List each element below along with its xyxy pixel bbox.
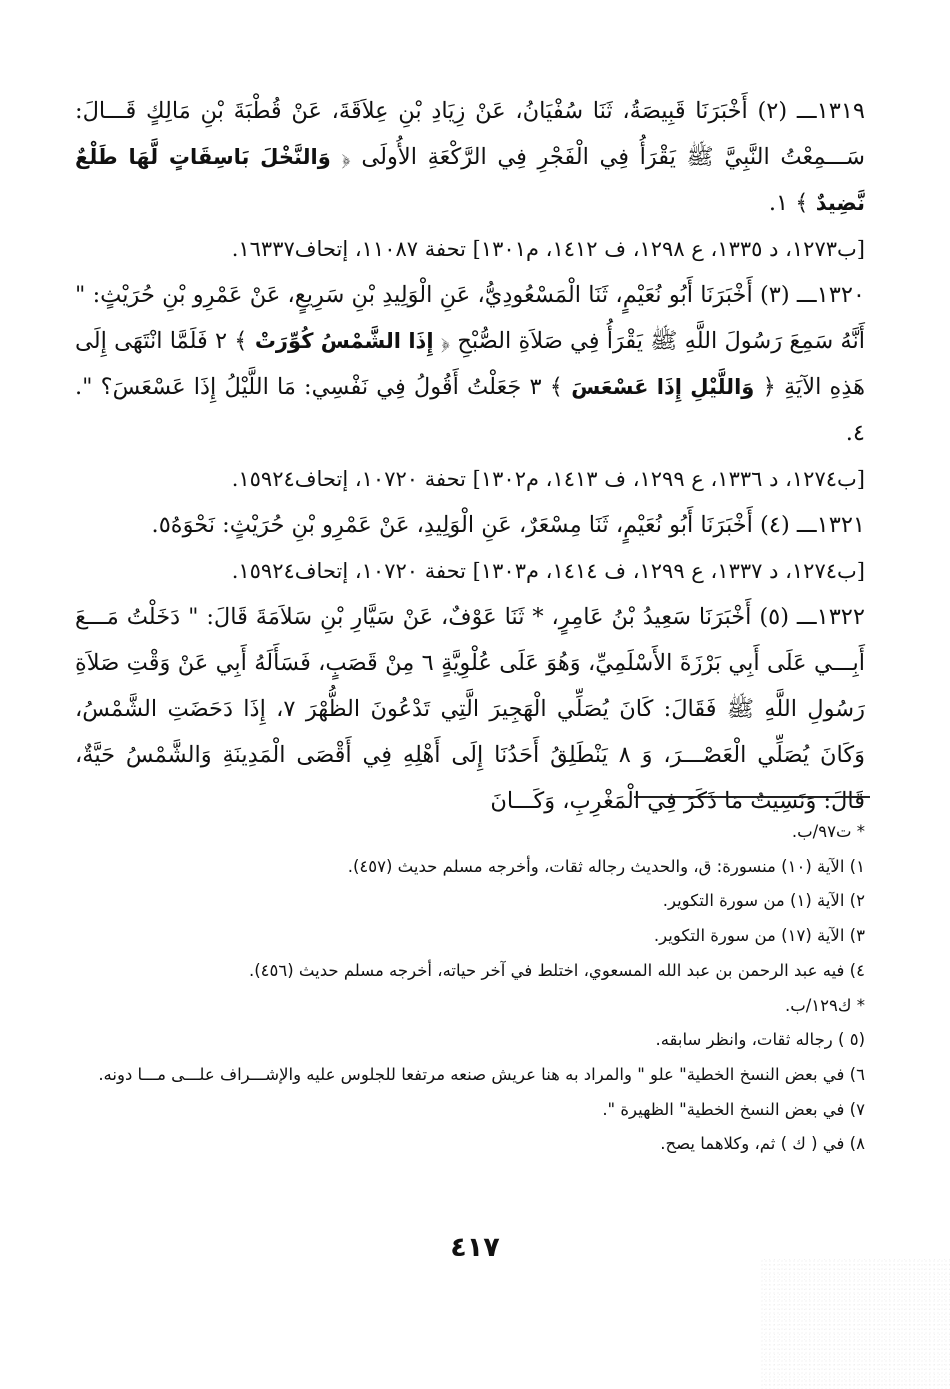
hadith-1320-refs: [ب١٢٧٤، د ١٣٣٦، ع ١٢٩٩، ف ١٤١٣، م١٣٠٢] تحفة ١٠٧٢٠، إتحاف١٥٩٢٤. bbox=[231, 467, 865, 491]
hadith-body bbox=[75, 88, 865, 824]
footnote: ١) الآية (١٠) منسورة: ق، والحديث رجاله ثقات، وأخرجه مسلم حديث (٤٥٧). bbox=[347, 856, 865, 876]
hadith-1319-refs: [ب١٢٧٣، د ١٣٣٥، ع ١٢٩٨، ف ١٤١٢، م١٣٠١] تحفة ١١٠٨٧، إتحاف١٦٣٣٧. bbox=[231, 237, 865, 261]
footnote-divider bbox=[634, 796, 870, 798]
quran-verse: إِذَا الشَّمْسُ كُوِّرَتْ bbox=[247, 329, 441, 353]
footnote: ٨) في ( ك ) ثم، وكلاهما يصح. bbox=[660, 1134, 865, 1154]
hadith-1321: ١٣٢١ـــ (٤) أَخْبَرَنَا أَبُو نُعَيْمٍ، ثَنَا مِسْعَرٌ، عَنِ الْوَلِيدِ، عَنْ عَمْرِو بْنِ حُرَيْثٍ: نَحْوَهُ٥. bbox=[151, 512, 865, 538]
footnote: ٧) في بعض النسخ الخطية" الظهيرة ". bbox=[602, 1099, 865, 1119]
hadith-1322: ١٣٢٢ـــ (٥) أَخْبَرَنَا سَعِيدُ بْنُ عَامِرٍ، * ثَنَا عَوْفٌ، عَنْ سَيَّارِ بْنِ سَلاَمَةَ قَالَ: " دَخَلْتُ مَـــعَ أَبِـــي عَلَى أَبِي بَرْزَةَ الأَسْلَمِيِّ، وَهُوَ عَلَى عُلْوِيَّةٍ ٦ مِنْ قَصَبٍ، فَسَأَلَهُ أَبِي عَنْ وَقْتِ صَلاَةِ رَسُولِ اللَّهِ ﷺ فَقَالَ: كَانَ يُصَلِّي الْهَجِيرَ الَّتِي تَدْعُونَ الظُّهْرَ ٧، إِذَا دَحَضَتِ الشَّمْسُ، وَكَانَ يُصَلِّي الْعَصْـــرَ، وَ ٨ يَنْطَلِقُ أَحَدُنَا إِلَى أَهْلِهِ فِي أَقْصَى الْمَدِينَةِ وَالشَّمْسُ حَيَّةٌ، قَالَ: وَنَسِيتُ مَا ذَكَرَ فِي الْمَغْرِبِ، وَكَـــانَ bbox=[75, 604, 865, 814]
footnote: ٦) في بعض النسخ الخطية" علو " والمراد به هنا عريش صنعه مرتفعا للجلوس عليه والإشـــراف علـــى مـــا دونه. bbox=[98, 1064, 865, 1084]
quran-verse: وَالنَّخْلَ بَاسِقَاتٍ لَّهَا طَلْعٌ نَّضِيدٌ bbox=[75, 145, 865, 215]
footnote: (٥ ) رجاله ثقات، وانظر سابقه. bbox=[655, 1030, 865, 1050]
footnote: ٤) فيه عبد الرحمن بن عبد الله المسعوي، اختلط في آخر حياته، أخرجه مسلم حديث (٤٥٦). bbox=[248, 960, 865, 980]
footnote: ٢) الآية (١) من سورة التكوير. bbox=[662, 891, 865, 911]
hadith-1320-line2-post: ﴾ ٣ جَعَلْتُ أَقُولُ فِي نَفْسِي: مَا اللَّيْلُ إِذَا عَسْعَسَ؟ ". ٤. bbox=[75, 374, 865, 446]
hadith-1319-line2-post: ﴾ ١. bbox=[768, 190, 809, 216]
hadith-1319 bbox=[75, 88, 865, 226]
page-number: ٤١٧ bbox=[450, 1232, 500, 1263]
hadith-1320-line2-mid: ﴾ ٢ فَلَمَّا انْتَهَى إِلَى هَذِهِ الآيَةِ ﴿ bbox=[75, 328, 865, 400]
footnote: * ك١٢٩/ب. bbox=[784, 995, 865, 1015]
footnote: * ت٩٧/ب. bbox=[791, 822, 865, 841]
hadith-1320-line1: ١٣٢٠ـــ (٣) أَخْبَرَنَا أَبُو نُعَيْمٍ، ثَنَا الْمَسْعُودِيُّ، عَنِ الْوَلِيدِ بْنِ سَرِيعٍ، عَنْ عَمْرِو بْنِ حُرَيْثٍ: " أَنَّهُ bbox=[75, 282, 865, 354]
footnotes bbox=[75, 815, 865, 1162]
footnote: ٣) الآية (١٧) من سورة التكوير. bbox=[653, 926, 865, 946]
scan-speckle bbox=[760, 1259, 950, 1389]
hadith-1319-line1: ١٣١٩ـــ (٢) أَخْبَرَنَا قَبِيصَةُ، ثَنَا سُفْيَانُ، عَنْ زِيَادِ بْنِ عِلاَقَةَ، عَنْ قُطْبَةَ بْنِ مَالِكٍ قَـــالَ: سَـــمِعْتُ bbox=[75, 98, 866, 170]
hadith-1321-refs: [ب١٢٧٤، د ١٣٣٧، ع ١٢٩٩، ف ١٤١٤، م١٣٠٣] تحفة ١٠٧٢٠، إتحاف١٥٩٢٤. bbox=[231, 559, 865, 583]
hadith-1320 bbox=[75, 272, 865, 456]
hadith-1320-line2-pre: سَمِعَ رَسُولَ اللَّهِ ﷺ يَقْرَأُ فِي صَلاَةِ الصُّبْحِ ﴿ bbox=[440, 328, 834, 354]
quran-verse: وَاللَّيْلِ إِذَا عَسْعَسَ bbox=[562, 375, 763, 399]
hadith-1319-line2-pre: النَّبِيَّ ﷺ يَقْرَأُ فِي الْفَجْرِ فِي الرَّكْعَةِ الأُولَى ﴿ bbox=[341, 144, 770, 170]
